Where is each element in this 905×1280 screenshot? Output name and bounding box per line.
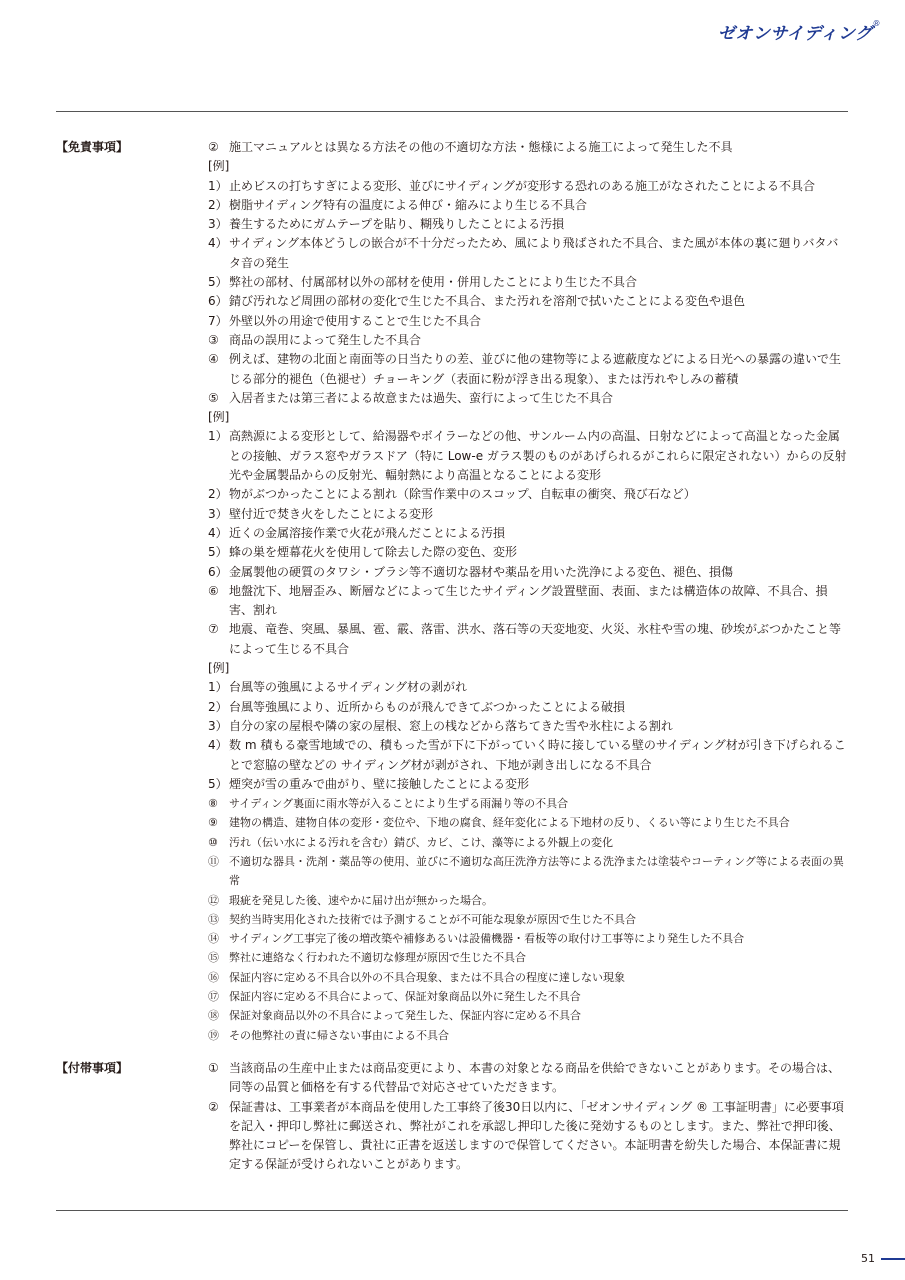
item-marker: ⑦	[208, 622, 219, 637]
item-text: 数 m 積もる豪雪地域での、積もった雪が下に下がっていく時に接している壁のサイディング材が引き下げられることで窓脇の壁などの サイディング材が剥がされ、下地が剥き出しになる不具合	[229, 738, 846, 772]
item-marker: ⑩	[208, 835, 218, 849]
item-text: 弊社の部材、付属部材以外の部材を使用・併用したことにより生じた不具合	[229, 275, 638, 290]
item-text: 煙突が雪の重みで曲がり、壁に接触したことによる変形	[229, 776, 530, 791]
item-text: サイディング裏面に雨水等が入ることにより生ずる雨漏り等の不具合	[229, 797, 569, 811]
list-item	[208, 833, 848, 852]
list-item	[208, 698, 848, 717]
item-text: 外壁以外の用途で使用することで生じた不具合	[229, 313, 482, 328]
list-item	[208, 524, 848, 543]
page-number: 51	[861, 1252, 875, 1265]
list-item	[208, 292, 848, 311]
item-marker: 6）	[208, 564, 228, 579]
list-item	[208, 794, 848, 813]
item-marker: 2）	[208, 487, 228, 502]
bottom-divider	[56, 1210, 848, 1211]
item-text: 保証書は、工事業者が本商品を使用した工事終了後30日以内に、「ゼオンサイディング ® 工事証明書」に必要事項を記入・押印し弊社に郵送され、弊社がこれを承認し押印した後に発効するものとします。また、弊社で押印後、弊社にコピーを保管し、貴社に正書を返送しますので保管してください。本証明書を紛失した場合、本保証書に規定する保証が受けられないことがあります。	[229, 1099, 844, 1172]
list-item	[208, 891, 848, 910]
list-item	[208, 678, 848, 697]
list-item	[208, 543, 848, 562]
item-text: サイディング工事完了後の増改築や補修あるいは設備機器・看板等の取付け工事等により発生した不具合	[229, 932, 745, 946]
list-item	[208, 813, 848, 832]
item-marker: 1）	[208, 429, 228, 444]
item-text: 建物の構造、建物自体の変形・変位や、下地の腐食、経年変化による下地材の反り、くるい等により生じた不具合	[229, 816, 790, 830]
item-marker: 3）	[208, 718, 228, 733]
item-text: 台風等の強風によるサイディング材の剥がれ	[229, 680, 467, 695]
item-text: [例]	[208, 410, 230, 425]
item-text: [例]	[208, 159, 230, 174]
item-marker: ①	[208, 1061, 219, 1075]
list-item	[208, 736, 848, 775]
item-text: 施工マニュアルとは異なる方法その他の不適切な方法・態様による施工によって発生した不具	[229, 140, 733, 154]
list-item	[208, 1006, 848, 1025]
list-item	[208, 852, 848, 891]
item-text: 汚れ（伝い水による汚れを含む）錆び、カビ、こけ、藻等による外観上の変化	[229, 835, 614, 849]
list-item	[208, 910, 848, 929]
list-item	[208, 177, 848, 196]
item-marker: ⑰	[208, 990, 219, 1004]
item-text: 養生するためにガムテープを貼り、糊残りしたことによる汚損	[229, 217, 565, 232]
item-text: 当該商品の生産中止または商品変更により、本書の対象となる商品を供給できないことがあります。その場合は、同等の品質と価格を有する代替品で対応させていただきます。	[229, 1061, 841, 1095]
item-text: 地震、竜巻、突風、暴風、雹、霰、落雷、洪水、落石等の天変地変、火災、氷柱や雪の塊、砂埃がぶつかたこと等によって生じる不具合	[229, 622, 842, 656]
list-item	[208, 157, 848, 176]
item-marker: ⑥	[208, 583, 219, 598]
item-text: 自分の家の屋根や隣の家の屋根、窓上の桟などから落ちてきた雪や氷柱による割れ	[229, 718, 673, 733]
item-marker: ⑭	[208, 932, 219, 946]
list-item	[208, 717, 848, 736]
brand-logo: ゼオンサイディング®	[717, 19, 881, 44]
item-marker: ⑨	[208, 816, 218, 830]
item-marker: 5）	[208, 545, 228, 560]
item-marker: 1）	[208, 680, 228, 695]
list-item	[208, 505, 848, 524]
item-text: 高熱源による変形として、給湯器やボイラーなどの他、サンルーム内の高温、日射などによって高温となった金属との接触、ガラス窓やガラスドア（特に Low-e ガラス製のものがあげられるがこれらに限定されない）からの反射光や金属製品からの反射光、輻射熱により高温となることによる変形	[229, 429, 847, 483]
item-text: サイディング本体どうしの嵌合が不十分だったため、風により飛ばされた不具合、また風が本体の裏に廻りバタバタ音の発生	[229, 236, 839, 270]
list-item	[208, 196, 848, 215]
supplement-label: 【付帯事項】	[56, 1061, 129, 1075]
top-divider	[56, 111, 848, 112]
item-text: [例]	[208, 661, 230, 676]
item-text: 台風等強風により、近所からものが飛んできてぶつかったことによる破損	[229, 699, 626, 714]
item-marker: ⑲	[208, 1028, 219, 1042]
item-marker: 5）	[208, 776, 228, 791]
disclaimer-label: 【免責事項】	[56, 140, 129, 154]
item-text: 保証内容に定める不具合によって、保証対象商品以外に発生した不具合	[229, 990, 581, 1004]
list-item	[208, 1026, 848, 1045]
list-item	[208, 215, 848, 234]
item-text: 壁付近で焚き火をしたことによる変形	[229, 506, 434, 521]
list-item	[208, 234, 848, 273]
list-item	[208, 138, 848, 157]
item-text: 止めビスの打ちすぎによる変形、並びにサイディングが変形する恐れのある施工がなされたことによる不具合	[229, 178, 815, 193]
item-marker: 1）	[208, 178, 228, 193]
item-marker: 3）	[208, 506, 228, 521]
item-marker: ⑬	[208, 912, 219, 926]
item-marker: 7）	[208, 313, 228, 328]
item-text: 瑕疵を発見した後、速やかに届け出が無かった場合。	[229, 893, 493, 907]
item-marker: ⑤	[208, 390, 219, 405]
item-text: 錆び汚れなど周囲の部材の変化で生じた不具合、また汚れを溶剤で拭いたことによる変色や退色	[229, 294, 746, 309]
item-text: 保証対象商品以外の不具合によって発生した、保証内容に定める不具合	[229, 1009, 581, 1023]
item-text: 物がぶつかったことによる割れ（除雪作業中のスコップ、自転車の衝突、飛び石など）	[229, 487, 696, 502]
list-item	[208, 350, 848, 389]
item-marker: 2）	[208, 699, 228, 714]
item-text: 保証内容に定める不具合以外の不具合現象、または不具合の程度に達しない現象	[229, 970, 625, 984]
item-marker: ⑧	[208, 797, 218, 811]
list-item	[208, 331, 848, 350]
item-marker: ②	[208, 1099, 219, 1114]
item-marker: 5）	[208, 275, 228, 290]
item-text: 商品の誤用によって発生した不具合	[229, 332, 422, 347]
item-text: 樹脂サイディング特有の温度による伸び・縮みにより生じる不具合	[229, 197, 587, 212]
list-item	[208, 427, 848, 485]
item-marker: 4）	[208, 236, 228, 251]
item-text: 例えば、建物の北面と南面等の日当たりの差、並びに他の建物等による遮蔽度などによる日光への暴露の違いで生じる部分的褪色（色褪せ）チョーキング（表面に粉が浮き出る現象）、または汚れやしみの蓄積	[229, 352, 842, 386]
item-marker: 3）	[208, 217, 228, 232]
list-item	[208, 408, 848, 427]
item-marker: ⑯	[208, 970, 219, 984]
item-marker: ③	[208, 332, 219, 347]
item-text: 金属製他の硬質のタワシ・ブラシ等不適切な器材や薬品を用いた洗浄による変色、褪色、損傷	[229, 564, 734, 579]
item-marker: 2）	[208, 197, 228, 212]
item-text: 近くの金属溶接作業で火花が飛んだことによる汚損	[229, 525, 506, 540]
list-item	[208, 929, 848, 948]
list-item	[208, 1098, 848, 1175]
disclaimer-list	[208, 138, 848, 1045]
list-item	[208, 1059, 848, 1098]
item-marker: ⑱	[208, 1009, 219, 1023]
list-item	[208, 485, 848, 504]
item-marker: ④	[208, 352, 219, 367]
supplement-list	[208, 1059, 848, 1175]
list-item	[208, 582, 848, 621]
page-accent-bar	[881, 1258, 905, 1260]
list-item	[208, 563, 848, 582]
item-text: 入居者または第三者による故意または過失、蛮行によって生じた不具合	[229, 390, 614, 405]
list-item	[208, 620, 848, 659]
item-text: その他弊社の責に帰さない事由による不具合	[229, 1028, 449, 1042]
item-marker: ②	[208, 140, 219, 154]
list-item	[208, 948, 848, 967]
list-item	[208, 775, 848, 794]
list-item	[208, 659, 848, 678]
list-item	[208, 389, 848, 408]
list-item	[208, 273, 848, 292]
item-marker: ⑪	[208, 854, 219, 868]
item-text: 蜂の巣を煙幕花火を使用して除去した際の変色、変形	[229, 545, 518, 560]
item-text: 地盤沈下、地層歪み、断層などによって生じたサイディング設置壁面、表面、または構造体の故障、不具合、損害、割れ	[229, 583, 828, 618]
item-text: 弊社に連絡なく行われた不適切な修理が原因で生じた不具合	[229, 951, 526, 965]
item-marker: 4）	[208, 525, 228, 540]
item-marker: ⑫	[208, 893, 219, 907]
item-marker: ⑮	[208, 951, 219, 965]
list-item	[208, 987, 848, 1006]
list-item	[208, 968, 848, 987]
item-text: 契約当時実用化された技術では予測することが不可能な現象が原因で生じた不具合	[229, 912, 636, 926]
item-text: 不適切な器具・洗剤・薬品等の使用、並びに不適切な高圧洗浄方法等による洗浄または塗装やコーティング等による表面の異常	[229, 854, 844, 888]
item-marker: 4）	[208, 738, 228, 753]
list-item	[208, 312, 848, 331]
item-marker: 6）	[208, 294, 228, 309]
